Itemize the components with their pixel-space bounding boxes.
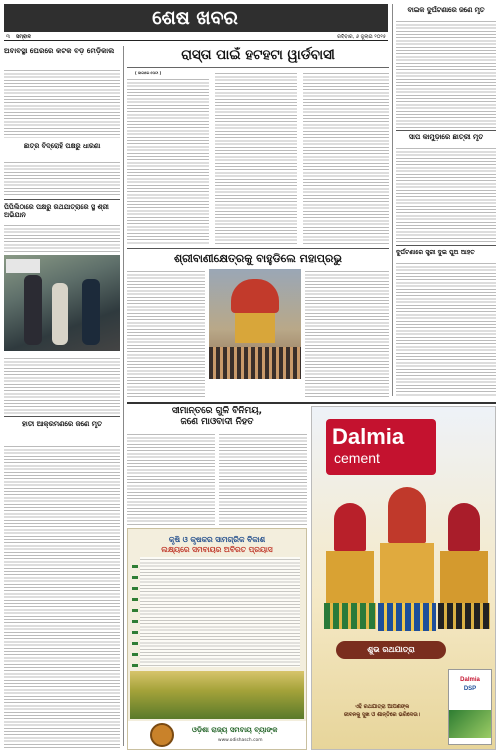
ad-paddy-field	[130, 671, 304, 719]
article-headline: ରାସ୍ତା ପାଇଁ ହଟହଟା ୱାର୍ଡବାସୀ	[127, 46, 389, 68]
brand-logo	[326, 419, 436, 475]
article-medical	[4, 46, 120, 138]
chariot-deck	[380, 543, 434, 603]
bank-logo-icon	[150, 723, 174, 747]
divider	[396, 130, 496, 131]
masthead-title: ଶେଷ ଖବର	[152, 7, 238, 29]
tagline-box	[322, 703, 442, 729]
chariot-base	[438, 603, 490, 629]
ad-scheme-list	[140, 557, 300, 667]
article-injured	[396, 248, 496, 396]
photo-person	[82, 279, 100, 345]
article-elephant	[4, 420, 120, 750]
tagline-line1: ଏହି ରଥଯାତ୍ରା ଆପଣଙ୍କ	[354, 704, 410, 710]
article-body-col1	[127, 77, 209, 245]
article-body-col3	[305, 269, 389, 399]
chariot-deck	[440, 551, 488, 603]
chariot-canopy	[231, 279, 279, 313]
issue-date: ରବିବାର, ୬ ଜୁଲାଇ ୨୦୨୫	[337, 34, 386, 40]
ad-bank-name: ଓଡ଼ିଶା ରାଜ୍ୟ ସମବାୟ ବ୍ୟାଙ୍କ	[192, 726, 278, 734]
chariot-photo	[209, 269, 301, 379]
article-body-col2	[219, 432, 307, 526]
bank-advertisement	[127, 528, 307, 750]
article-body	[4, 223, 120, 253]
article-body-col1	[127, 432, 215, 526]
paper-name: ସମ୍ବାଦ	[16, 34, 31, 40]
chariot-deck	[326, 551, 374, 603]
article-headline: ହାତୀ ଆକ୍ରମଣରେ ଜଣେ ମୃତ	[22, 420, 102, 428]
chariot-center	[378, 487, 436, 633]
chariot-base	[324, 603, 376, 629]
article-protest	[4, 142, 120, 197]
photo-signboard	[6, 259, 40, 273]
article-body	[4, 356, 120, 414]
article-dateline: [ ଜାଗାରେ ପେଟା ]	[135, 71, 162, 75]
greeting-text: ଶୁଭ ରଥଯାତ୍ରା	[367, 645, 415, 654]
ad-title-line2: ଲକ୍ଷ୍ୟରେ ସମବାୟର ଅବିରତ ପ୍ରୟାସ	[161, 545, 273, 554]
article-body	[4, 160, 120, 197]
chariot-left	[324, 503, 376, 633]
article-headline: ଶ୍ରୀବାଣୀକ୍ଷେତ୍ରକୁ ବାହୁଡିଲେ ମହାପ୍ରଭୁ	[173, 252, 343, 265]
ad-website[interactable]: www.odishasch.com	[218, 738, 263, 743]
chariot-base	[378, 603, 436, 631]
article-snakebite	[396, 133, 496, 243]
bag-band	[449, 710, 491, 738]
cement-bag	[448, 669, 492, 745]
article-body-col3	[303, 71, 389, 245]
article-body	[4, 68, 120, 138]
dalmia-advertisement	[311, 406, 496, 750]
article-headline: ସାପ କାମୁଡ଼ାରେ ଛାତ୍ରୀ ମୃତ	[408, 133, 484, 141]
article-border-firing	[127, 406, 307, 526]
article-road	[127, 46, 389, 246]
page-number: ୩	[6, 34, 10, 40]
article-body	[396, 146, 496, 243]
brand-name: Dalmia	[332, 424, 405, 449]
article-headline: ଦୁର୍ଘଟଣାରେ ସ୍ତ୍ରୀ ଦୁଇ ପୁଅ ଆହତ	[396, 249, 475, 256]
masthead	[4, 4, 388, 32]
article-bike-accident	[396, 6, 496, 128]
article-headline: ପିପିଲିଠାରେ ପକ୍ଷରୁ ରଥଯାତ୍ରାରେ ସ୍ଥ ଶ୍ରୀ ଅଭିଯାନ	[4, 203, 109, 219]
article-headline: ବାଇକ ଦୁର୍ଘଟଣାରେ ଜଣେ ମୃତ	[407, 6, 485, 14]
article-body	[396, 19, 496, 128]
chariot-spire	[334, 503, 366, 551]
cleanup-photo	[4, 255, 120, 351]
crowd	[209, 347, 301, 379]
article-body-col2	[215, 71, 297, 245]
divider	[127, 248, 389, 249]
column-rule	[123, 46, 124, 746]
divider	[396, 245, 496, 246]
article-headline: ଅବାବସ୍ଥା ଘେରରେ କଟକ ବଡ଼ ମେଡ଼ିକାଲ	[4, 46, 115, 55]
column-rule	[392, 4, 393, 396]
article-headline-line2: ଜଣେ ମାଓବାଦୀ ନିହତ	[180, 417, 254, 427]
folio-line	[4, 33, 388, 41]
bag-brand: Dalmia	[460, 677, 480, 683]
article-body	[4, 444, 120, 750]
greeting-banner	[336, 641, 446, 659]
article-headline: ଛାତ୍ର ବିଦ୍ରୋହି ପକ୍ଷରୁ ଧାରଣା	[24, 142, 101, 150]
tagline-line2: ଜୀବନକୁ ସୁଖ ଓ ଶାନ୍ତିରେ ଭରିଦେଉ।	[343, 712, 421, 718]
brand-product: cement	[334, 450, 380, 466]
divider	[4, 416, 120, 417]
divider	[4, 199, 120, 200]
ad-bullets	[132, 557, 138, 667]
article-pipili	[4, 203, 120, 353]
chariot-spire	[388, 487, 426, 543]
chariot-body	[235, 313, 275, 343]
chariot-right	[438, 503, 490, 633]
chariot-spire	[448, 503, 480, 551]
article-headline-line1: ସୀମାନ୍ତରେ ଗୁଳି ବିନିମୟ,	[171, 406, 263, 416]
bag-product: DSP	[463, 686, 477, 692]
photo-person	[52, 283, 68, 345]
article-body-col1	[127, 269, 205, 399]
photo-person	[24, 275, 42, 345]
divider	[127, 402, 496, 404]
article-body	[396, 261, 496, 396]
ad-title-line1: କୃଷି ଓ କୃଷକର ସାମଗ୍ରିକ ବିକାଶ	[168, 535, 266, 544]
article-srikshetra	[127, 251, 389, 399]
